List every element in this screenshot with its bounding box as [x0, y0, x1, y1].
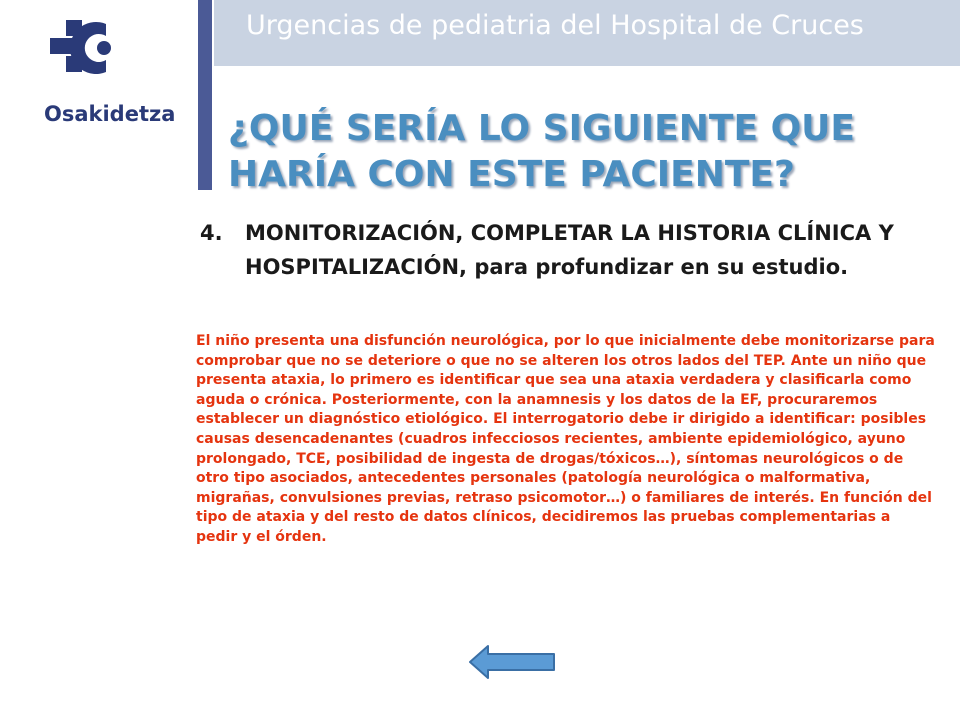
step-number: 4. — [200, 221, 223, 245]
step-rest: , para profundizar en su estudio. — [459, 255, 849, 279]
slide-title-line-1: ¿QUÉ SERÍA LO SIGUIENTE QUE — [228, 108, 855, 149]
back-button[interactable] — [468, 643, 558, 681]
left-arrow-icon — [468, 643, 558, 681]
brand-name: Osakidetza — [44, 102, 176, 126]
step-text — [245, 216, 940, 284]
slide-title — [228, 106, 948, 198]
osakidetza-logo — [40, 16, 190, 136]
header-title: Urgencias de pediatria del Hospital de Cruces — [246, 10, 864, 41]
slide-title-line-2: HARÍA CON ESTE PACIENTE? — [228, 154, 795, 195]
step-emphasis: MONITORIZACIÓN, COMPLETAR LA HISTORIA CLÍNICA Y HOSPITALIZACIÓN — [245, 221, 894, 279]
header-accent-bar — [198, 0, 212, 190]
numbered-step — [200, 216, 940, 284]
explanation-paragraph: El niño presenta una disfunción neurológica, por lo que inicialmente debe monitorizarse para comprobar que no se deteriore o que no se alteren los otros lados del TEP. Ante un niño que presenta ataxia, lo primero es identificar que sea una ataxia verdadera y clasificarla como aguda o crónica. Posteriormente, con la anamnesis y los datos de la EF, procuraremos establecer un diagnóstico etiológico. El interrogatorio debe ir dirigido a identificar: posibles causas desencadenantes (cuadros infecciosos recientes, ambiente epidemiológico, ayuno prolongado, TCE, posibilidad de ingesta de drogas/tóxicos…), síntomas neurológicos o de otro tipo asociados, antecedentes personales (patología neurológica o malformativa, migrañas, convulsiones previas, retraso psicomotor…) o familiares de interés. En función del tipo de ataxia y del resto de datos clínicos, decidiremos las pruebas complementarias a pedir y el órden. — [196, 333, 935, 545]
osakidetza-symbol-icon — [48, 16, 120, 88]
